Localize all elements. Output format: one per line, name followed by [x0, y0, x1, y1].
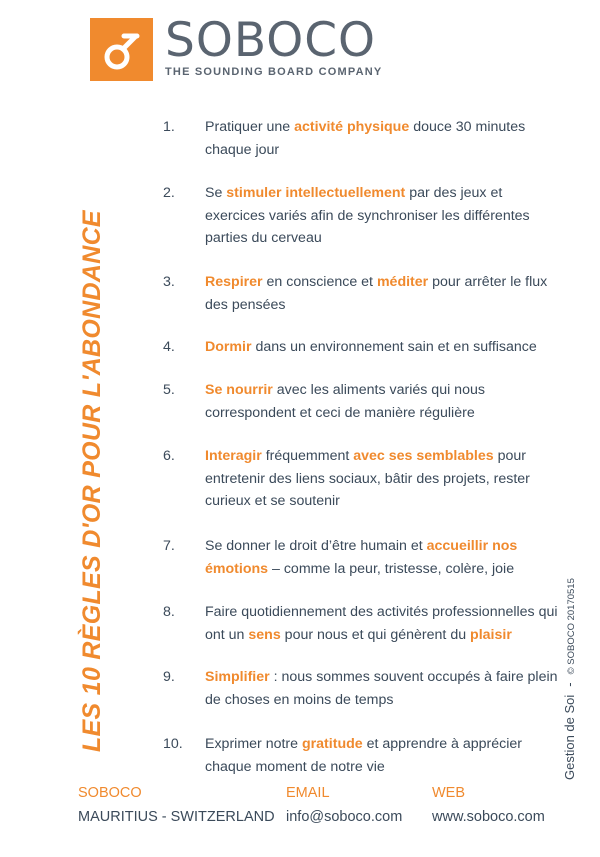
body-text: Se — [205, 185, 227, 201]
body-text: dans un environnement sain et en suffisance — [251, 339, 537, 355]
rule-text — [205, 445, 563, 513]
rule-item — [163, 116, 563, 161]
highlight-text: Simplifier — [205, 669, 270, 685]
highlight-text: Dormir — [205, 339, 252, 355]
body-text: : nous sommes souvent occupés à faire plein de choses en moins de temps — [205, 669, 558, 708]
logo-tagline: THE SOUNDING BOARD COMPANY — [165, 66, 383, 78]
rule-item — [163, 182, 563, 250]
body-text: pour arrêter le flux des pensées — [205, 274, 548, 313]
highlight-text: sens — [248, 626, 281, 643]
rule-item — [163, 733, 563, 778]
highlight-text: Se nourrir — [205, 382, 273, 398]
side-caption — [562, 578, 577, 780]
rule-number: 7. — [163, 538, 175, 554]
rule-item — [163, 601, 563, 646]
body-text: par des jeux et exercices variés afin de synchroniser les différentes parties du cerveau — [205, 185, 530, 246]
highlight-text: Interagir — [205, 448, 262, 464]
highlight-text: gratitude — [301, 736, 363, 752]
rule-text — [205, 535, 563, 580]
body-text: Pratiquer une — [205, 119, 295, 135]
footer-web — [432, 783, 545, 828]
footer-email-label: EMAIL — [286, 785, 330, 801]
highlight-text: accueillir nos émotions — [205, 538, 518, 577]
rule-item — [163, 336, 563, 359]
rule-number: 5. — [163, 382, 175, 398]
rule-item — [163, 445, 563, 513]
rule-number: 4. — [163, 339, 175, 355]
rule-number: 8. — [163, 604, 175, 620]
vertical-title: LES 10 RÈGLES D'OR POUR L'ABONDANCE — [78, 210, 106, 752]
body-text: Faire quotidiennement des activités professionnelles qui ont un — [205, 604, 558, 643]
highlight-text: activité physique — [294, 119, 410, 135]
body-text: – comme la peur, tristesse, colère, joie — [268, 560, 515, 577]
side-caption-dash: - — [562, 682, 577, 687]
footer-company — [78, 783, 275, 828]
body-text: pour entretenir des liens sociaux, bâtir des projets, rester curieux et se soutenir — [205, 448, 530, 509]
body-text: avec les aliments variés qui nous correspondent et ceci de manière régulière — [205, 382, 485, 421]
rule-text — [205, 271, 563, 316]
rule-item — [163, 666, 563, 711]
body-text: Se donner le droit d’être humain et — [205, 538, 427, 554]
rule-item — [163, 535, 563, 580]
body-text: Exprimer notre — [205, 736, 302, 752]
rule-text — [205, 601, 563, 646]
body-text: en conscience et — [262, 274, 377, 290]
highlight-text: Respirer — [205, 274, 263, 290]
rule-number: 9. — [163, 669, 175, 685]
body-text: fréquemment — [261, 448, 354, 464]
soboco-logo — [90, 13, 383, 82]
rule-text — [205, 666, 563, 711]
rule-number: 2. — [163, 185, 175, 201]
rule-number: 6. — [163, 448, 175, 464]
footer-email-value[interactable]: info@soboco.com — [286, 809, 403, 825]
rule-number: 3. — [163, 274, 175, 290]
footer-email — [286, 783, 402, 828]
rule-text — [205, 182, 563, 250]
body-text: et apprendre à apprécier chaque moment de notre vie — [205, 736, 523, 775]
footer-web-label: WEB — [432, 785, 466, 801]
rule-text — [205, 336, 563, 359]
rule-number: 1. — [163, 119, 175, 135]
rule-item — [163, 271, 563, 316]
rule-text — [205, 379, 563, 424]
rule-number: 10. — [163, 736, 183, 752]
logo-mark-icon — [90, 18, 153, 81]
side-caption-copyright: © SOBOCO 20170515 — [566, 578, 577, 675]
highlight-text: plaisir — [470, 626, 512, 643]
footer-web-value[interactable]: www.soboco.com — [432, 809, 545, 825]
logo-name: SOBOCO — [165, 13, 377, 68]
footer-company-value: MAURITIUS - SWITZERLAND — [78, 809, 275, 825]
footer-company-label: SOBOCO — [78, 785, 142, 801]
footer — [78, 783, 578, 833]
body-text: douce 30 minutes chaque jour — [205, 119, 526, 158]
highlight-text: stimuler intellectuellement — [226, 185, 406, 201]
side-caption-main: Gestion de Soi — [562, 694, 577, 780]
rule-text — [205, 116, 563, 161]
rule-text — [205, 733, 563, 778]
highlight-text: méditer — [376, 274, 429, 290]
highlight-text: avec ses semblables — [353, 448, 494, 464]
rule-item — [163, 379, 563, 424]
body-text: pour nous et qui génèrent du — [280, 626, 471, 643]
